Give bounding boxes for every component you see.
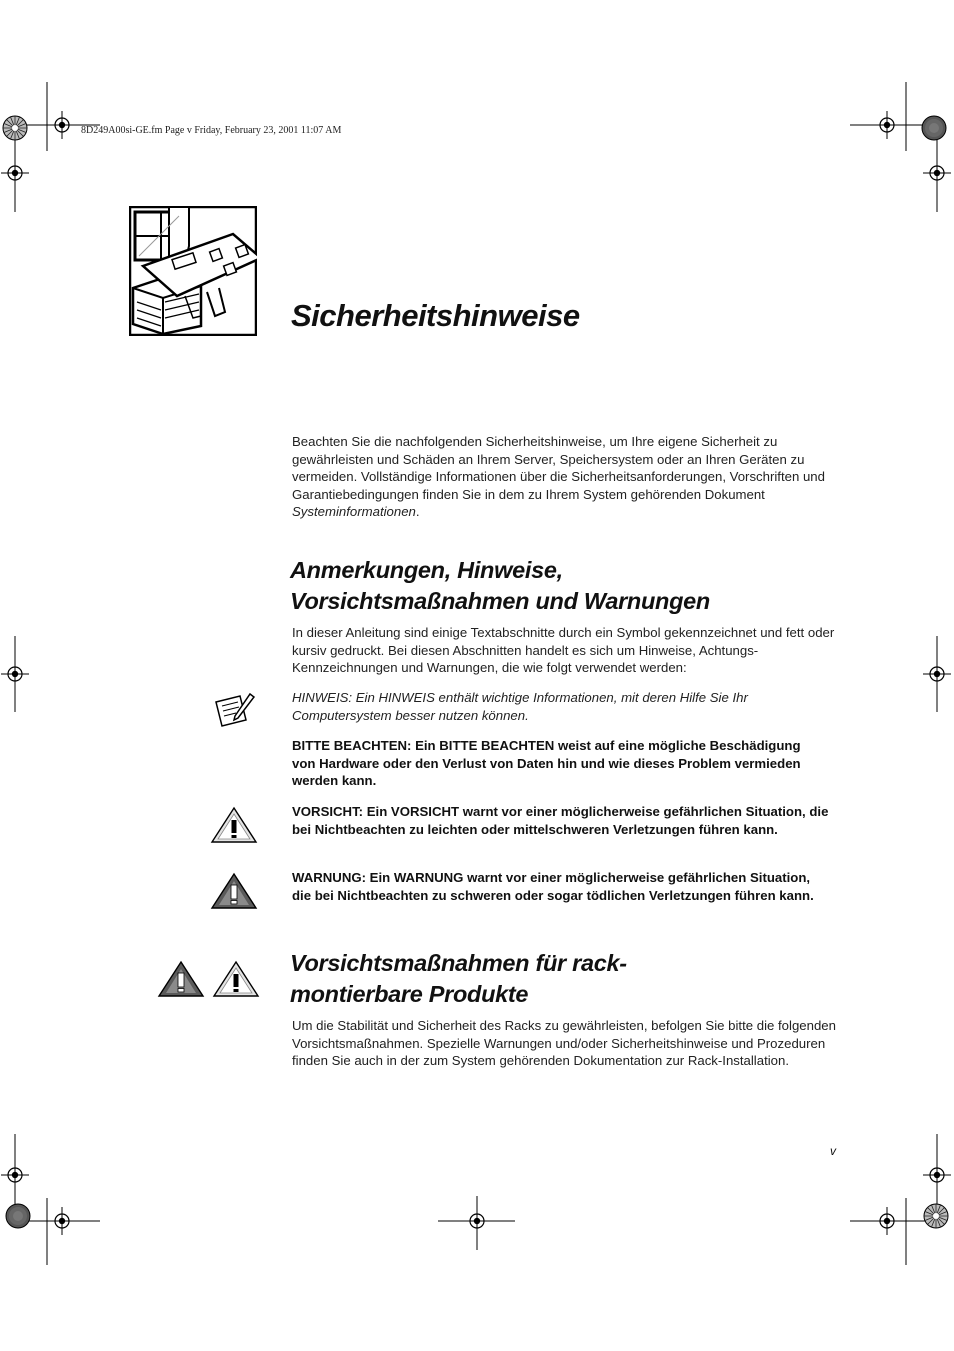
bitte-text: Ein BITTE BEACHTEN weist auf eine mögliche Beschädigung von Hardware oder den Verlust von Daten hin und wie dieses Problem vermieden werden kann. xyxy=(292,738,801,789)
section1-paragraph: In dieser Anleitung sind einige Textabschnitte durch ein Symbol gekennzeichnet und fett oder kursiv gedruckt. Bei diesen Abschnitten handelt es sich um Hinweise, Achtungs-Kennzeichnungen und Warnungen, die wie folgt verwendet werden: xyxy=(292,625,835,676)
caution-triangle-icon xyxy=(212,960,260,998)
hinweis-text: Ein HINWEIS enthält wichtige Informationen, mit deren Hilfe Sie Ihr Computersystem besser nutzen können. xyxy=(292,690,748,723)
page-number: v xyxy=(830,1144,836,1158)
section-heading-rack xyxy=(290,948,627,1010)
doc-reference: Systeminformationen xyxy=(292,504,416,520)
intro-end: . xyxy=(415,504,420,520)
chapter-title: Sicherheitshinweise xyxy=(291,298,580,333)
caution-triangle-icon xyxy=(210,806,258,844)
file-header: 8D249A00si-GE.fm Page v Friday, February 23, 2001 11:07 AM xyxy=(81,125,342,136)
warning-triangle-icon xyxy=(210,872,258,910)
section2-title-line2: montierbare Produkte xyxy=(290,981,529,1007)
section2-paragraph: Um die Stabilität und Sicherheit des Racks zu gewährleisten, befolgen Sie bitte die folgenden Vorsichtsmaßnahmen. Spezielle Warnungen und/oder Sicherheitshinweise und Prozeduren finden Sie auch in der zum System gehörenden Dokumentation zur Rack-Installation. xyxy=(292,1018,836,1069)
vorsicht-label: VORSICHT: xyxy=(292,804,364,819)
intro-text: Beachten Sie die nachfolgenden Sicherheitshinweise, um Ihre eigene Sicherheit zu gewährleisten und Schäden an Ihrem Server, Speichersystem oder an Ihren Geräten zu vermeiden. Vollständige Informationen über die Sicherheitsanforderungen, Vorschriften und Garantiebedingungen finden Sie in dem zu Ihrem System gehörenden Dokument xyxy=(292,434,825,502)
section1-title-line2: Vorsichtsmaßnahmen und Warnungen xyxy=(290,588,710,614)
book-and-circuit-card-icon xyxy=(129,206,257,336)
hinweis-notice xyxy=(292,689,840,724)
intro-paragraph xyxy=(292,433,840,521)
warning-triangle-icon xyxy=(157,960,205,998)
section1-title-line1: Anmerkungen, Hinweise, xyxy=(290,557,563,583)
section2-title-line1: Vorsichtsmaßnahmen für rack- xyxy=(290,950,627,976)
warnung-notice xyxy=(292,869,832,904)
warnung-text: Ein WARNUNG warnt vor einer möglicherweise gefährlichen Situation, die bei Nichtbeachten zu schweren oder sogar tödlichen Verletzungen führen kann. xyxy=(292,870,814,903)
bitte-label: BITTE BEACHTEN: xyxy=(292,738,412,753)
vorsicht-text: Ein VORSICHT warnt vor einer möglicherweise gefährlichen Situation, die bei Nichtbeachten zu leichten oder mittelschweren Verletzungen führen kann. xyxy=(292,804,829,837)
hinweis-label: HINWEIS: xyxy=(292,690,353,705)
section-heading-notes xyxy=(290,555,710,617)
vorsicht-notice xyxy=(292,803,832,838)
note-pencil-icon xyxy=(214,692,256,728)
warnung-label: WARNUNG: xyxy=(292,870,366,885)
bitte-beachten-notice xyxy=(292,737,812,790)
